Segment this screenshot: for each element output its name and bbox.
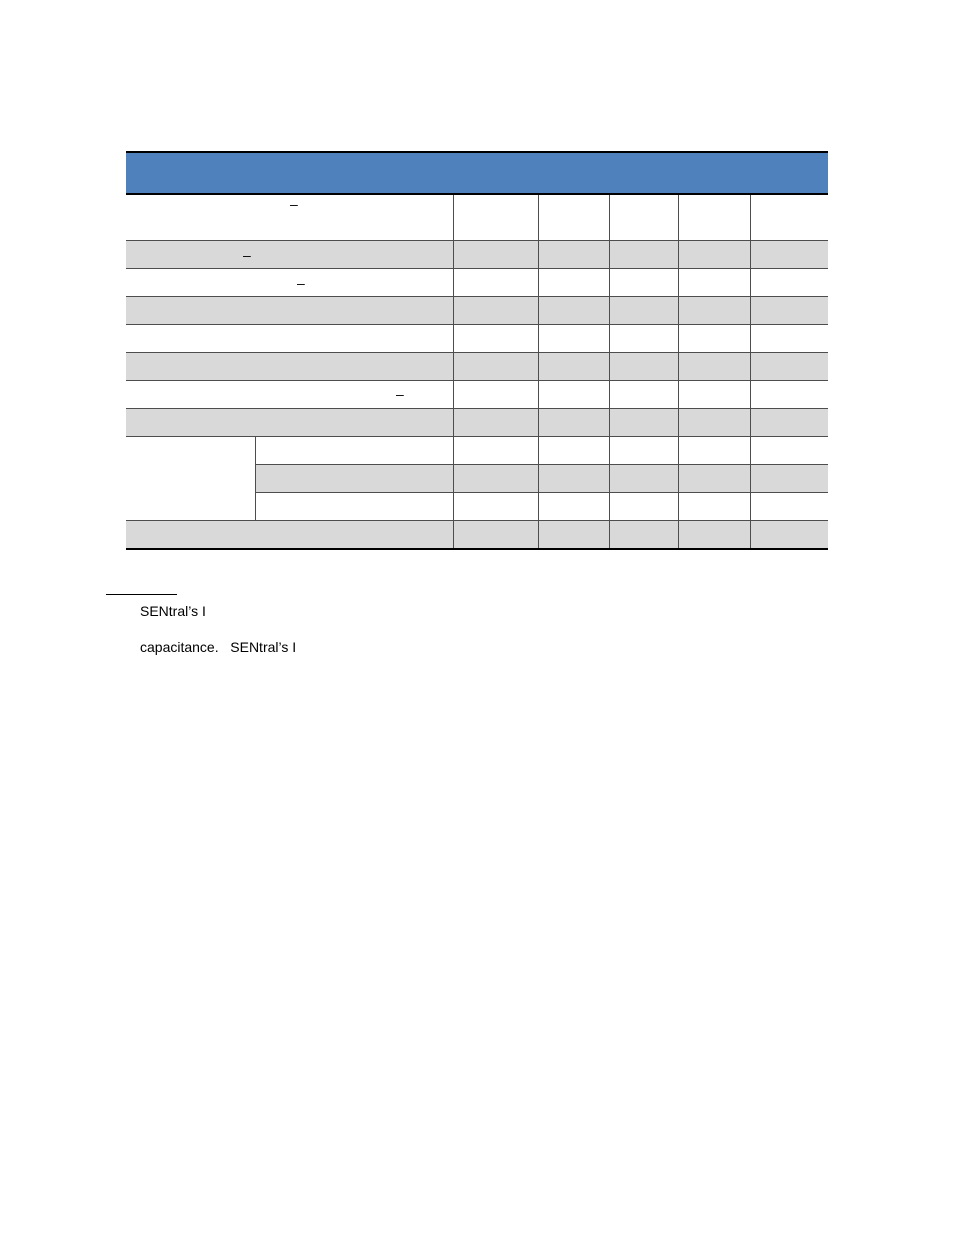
value-cell: [750, 465, 828, 493]
value-cell: [609, 381, 678, 409]
table-header-row: [126, 152, 828, 194]
footnote-separator: [106, 594, 177, 595]
value-cell: [538, 409, 609, 437]
value-cell: [538, 269, 609, 297]
value-cell: [750, 521, 828, 550]
value-cell: [538, 521, 609, 550]
table-row: [126, 381, 828, 409]
table-row: [126, 409, 828, 437]
table-row: [126, 194, 828, 241]
value-cell: [609, 241, 678, 269]
value-cell: [453, 465, 538, 493]
table-row: [126, 297, 828, 325]
parameter-cell: [126, 325, 453, 353]
value-cell: [609, 297, 678, 325]
value-cell: [678, 409, 750, 437]
value-cell: [750, 353, 828, 381]
value-cell: [750, 297, 828, 325]
table-header: [126, 152, 828, 194]
parameter-cell: [126, 521, 453, 550]
parameter-cell: [126, 297, 453, 325]
dash-mark: –: [243, 247, 251, 263]
value-cell: [538, 465, 609, 493]
value-cell: [609, 194, 678, 241]
value-cell: [609, 465, 678, 493]
value-cell: [750, 241, 828, 269]
table-row: [126, 269, 828, 297]
value-cell: [678, 493, 750, 521]
value-cell: [609, 325, 678, 353]
footnote-line-2: capacitance. SENtral’s I: [140, 639, 297, 655]
value-cell: [678, 241, 750, 269]
value-cell: [750, 493, 828, 521]
value-cell: [609, 269, 678, 297]
parameter-cell: [126, 353, 453, 381]
value-cell: [609, 353, 678, 381]
value-cell: [678, 521, 750, 550]
table-row: [126, 437, 828, 465]
value-cell: [750, 325, 828, 353]
value-cell: [453, 521, 538, 550]
value-cell: [453, 269, 538, 297]
value-cell: [678, 269, 750, 297]
value-cell: [453, 297, 538, 325]
value-cell: [609, 409, 678, 437]
table-row: [126, 521, 828, 550]
value-cell: [750, 269, 828, 297]
value-cell: [750, 194, 828, 241]
value-cell: [609, 493, 678, 521]
value-cell: [750, 437, 828, 465]
parameter-cell: [126, 409, 453, 437]
table-row: [126, 353, 828, 381]
value-cell: [750, 381, 828, 409]
parameter-cell: [126, 241, 453, 269]
value-cell: [678, 353, 750, 381]
value-cell: [538, 353, 609, 381]
value-cell: [453, 325, 538, 353]
table-row: [126, 325, 828, 353]
dash-mark: –: [290, 196, 298, 212]
parameter-cell: [126, 194, 453, 241]
value-cell: [678, 437, 750, 465]
value-cell: [678, 325, 750, 353]
dash-mark: –: [297, 275, 305, 291]
value-cell: [538, 381, 609, 409]
value-cell: [609, 521, 678, 550]
value-cell: [453, 493, 538, 521]
value-cell: [453, 353, 538, 381]
parameter-cell: [126, 381, 453, 409]
sub-parameter-cell: [255, 465, 453, 493]
sub-parameter-cell: [255, 493, 453, 521]
value-cell: [678, 465, 750, 493]
group-label-cell: [126, 437, 255, 521]
value-cell: [538, 194, 609, 241]
value-cell: [678, 381, 750, 409]
parameter-cell: [126, 269, 453, 297]
spec-table: [126, 151, 828, 550]
value-cell: [538, 437, 609, 465]
value-cell: [538, 493, 609, 521]
value-cell: [453, 437, 538, 465]
table-row: [126, 241, 828, 269]
value-cell: [453, 409, 538, 437]
dash-mark: –: [396, 386, 404, 402]
value-cell: [678, 194, 750, 241]
value-cell: [538, 297, 609, 325]
value-cell: [678, 297, 750, 325]
value-cell: [453, 194, 538, 241]
sub-parameter-cell: [255, 437, 453, 465]
value-cell: [609, 437, 678, 465]
footnote-line-1: SENtral’s I: [140, 603, 206, 619]
value-cell: [453, 381, 538, 409]
value-cell: [538, 325, 609, 353]
value-cell: [453, 241, 538, 269]
value-cell: [538, 241, 609, 269]
value-cell: [750, 409, 828, 437]
